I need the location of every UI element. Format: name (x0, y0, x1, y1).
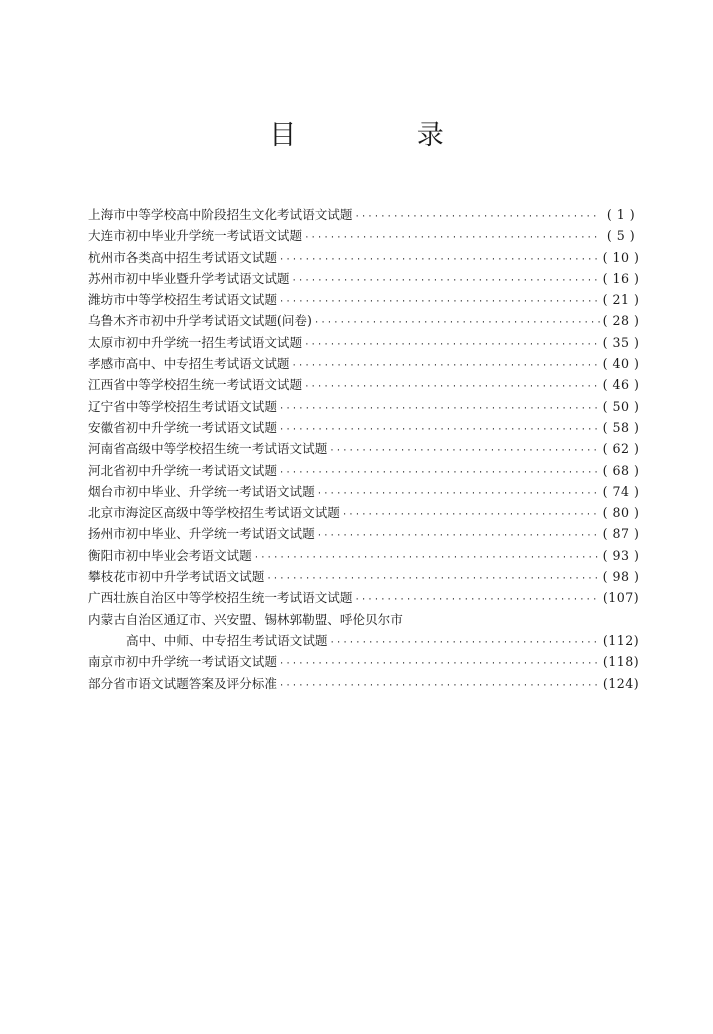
toc-entry[interactable] (88, 438, 640, 459)
toc-entry-page: ( 80 ) (602, 505, 640, 521)
toc-entry-page: (112) (602, 632, 640, 648)
toc-entry-page: ( 62 ) (602, 441, 640, 457)
toc-entry[interactable] (88, 353, 640, 374)
toc-entry-page: ( 16 ) (602, 270, 640, 286)
dot-leader (329, 441, 600, 462)
dot-leader (279, 292, 600, 313)
toc-entry[interactable] (88, 332, 640, 353)
dot-leader (354, 207, 600, 228)
toc-entry-title: 辽宁省中等学校招生考试语文试题 (88, 398, 277, 414)
dot-leader (279, 463, 600, 484)
toc-entry[interactable] (88, 417, 640, 438)
toc-entry[interactable] (88, 396, 640, 417)
toc-entry-title: 江西省中等学校招生统一考试语文试题 (88, 377, 303, 393)
toc-entry-page: (124) (602, 675, 640, 691)
toc-entry-page: ( 93 ) (602, 547, 640, 563)
dot-leader (317, 484, 600, 505)
dot-leader (279, 676, 600, 697)
toc-entry[interactable] (88, 374, 640, 395)
toc-entry-title: 扬州市初中毕业、升学统一考试语文试题 (88, 526, 315, 542)
toc-entry[interactable] (88, 289, 640, 310)
toc-entry-page: ( 68 ) (602, 462, 640, 478)
toc-entry-title: 广西壮族自治区中等学校招生统一考试语文试题 (88, 590, 353, 606)
toc-entry-title: 上海市中等学校高中阶段招生文化考试语文试题 (88, 207, 353, 222)
dot-leader (292, 271, 601, 292)
toc-entry-page: ( 1 ) (606, 207, 636, 222)
toc-entry[interactable] (88, 673, 640, 694)
dot-leader (330, 633, 601, 654)
toc-entry-page: ( 5 ) (606, 228, 636, 244)
toc-entry-page: ( 10 ) (602, 249, 640, 265)
toc-entry-title: 大连市初中毕业升学统一考试语文试题 (88, 228, 303, 244)
toc-entry[interactable] (88, 523, 640, 544)
toc-entry-title: 孝感市高中、中专招生考试语文试题 (88, 356, 290, 372)
toc-entry-title: 烟台市初中毕业、升学统一考试语文试题 (88, 483, 315, 499)
toc-entry[interactable] (88, 481, 640, 502)
toc-entry-title: 苏州市初中毕业暨升学考试语文试题 (88, 270, 290, 286)
toc-entry-title: 南京市初中升学统一考试语文试题 (88, 654, 277, 670)
toc-entry-page: ( 98 ) (602, 569, 640, 585)
toc-entry[interactable] (88, 247, 640, 268)
toc-entry-page: ( 21 ) (602, 292, 640, 308)
toc-entry-title: 北京市海淀区高级中等学校招生考试语文试题 (88, 505, 340, 521)
toc-entry-title: 衡阳市初中毕业会考语文试题 (88, 547, 252, 563)
dot-leader (304, 335, 600, 356)
toc-entry-page: ( 46 ) (602, 377, 640, 393)
dot-leader (314, 313, 600, 334)
toc-entry[interactable] (88, 545, 640, 566)
toc-entry-title: 部分省市语文试题答案及评分标准 (88, 675, 277, 691)
toc-entry-title: 河南省高级中等学校招生统一考试语文试题 (88, 441, 328, 457)
toc-entry-page: ( 28 ) (602, 313, 640, 329)
toc-entry-page: ( 50 ) (602, 398, 640, 414)
toc-entry-title: 内蒙古自治区通辽市、兴安盟、锡林郭勒盟、呼伦贝尔市 (88, 611, 403, 627)
toc-entry-title: 乌鲁木齐市初中升学考试语文试题(问卷) (88, 313, 312, 329)
dot-leader (254, 548, 600, 569)
toc-entry[interactable] (88, 502, 640, 523)
dot-leader (304, 228, 600, 249)
toc-entry-title: 攀枝花市初中升学考试语文试题 (88, 569, 265, 585)
toc-entry-title: 高中、中师、中专招生考试语文试题 (126, 632, 328, 648)
page-title: 目 录 (269, 120, 500, 151)
toc-entry[interactable] (88, 651, 640, 672)
toc-entry-page: ( 87 ) (602, 526, 640, 542)
dot-leader (279, 250, 600, 271)
toc-entry-page: ( 74 ) (602, 483, 640, 499)
toc-entry-page: ( 58 ) (602, 419, 640, 435)
toc-entry-title: 潍坊市中等学校招生考试语文试题 (88, 292, 277, 308)
toc-entry[interactable] (88, 204, 640, 225)
dot-leader (317, 526, 600, 547)
toc-entry[interactable] (88, 587, 640, 608)
toc-entry-title: 河北省初中升学统一考试语文试题 (88, 462, 277, 478)
toc-entry-page: ( 35 ) (602, 334, 640, 350)
toc-entry[interactable] (88, 609, 640, 630)
toc-entry-title: 杭州市各类高中招生考试语文试题 (88, 249, 277, 265)
dot-leader (342, 505, 600, 526)
dot-leader (292, 356, 601, 377)
dot-leader (279, 399, 600, 420)
dot-leader (304, 377, 600, 398)
toc-entry[interactable] (88, 566, 640, 587)
toc-entry[interactable] (88, 225, 640, 246)
table-of-contents (88, 204, 640, 694)
toc-entry-title: 太原市初中升学统一招生考试语文试题 (88, 334, 303, 350)
toc-entry[interactable] (88, 310, 640, 331)
toc-entry[interactable] (88, 630, 640, 651)
dot-leader (279, 654, 600, 675)
toc-entry-page: (107) (602, 590, 640, 606)
toc-entry-page: ( 40 ) (602, 356, 640, 372)
toc-entry[interactable] (88, 460, 640, 481)
toc-entry[interactable] (88, 268, 640, 289)
toc-entry-title: 安徽省初中升学统一考试语文试题 (88, 419, 277, 435)
toc-entry-page: (118) (602, 654, 640, 670)
